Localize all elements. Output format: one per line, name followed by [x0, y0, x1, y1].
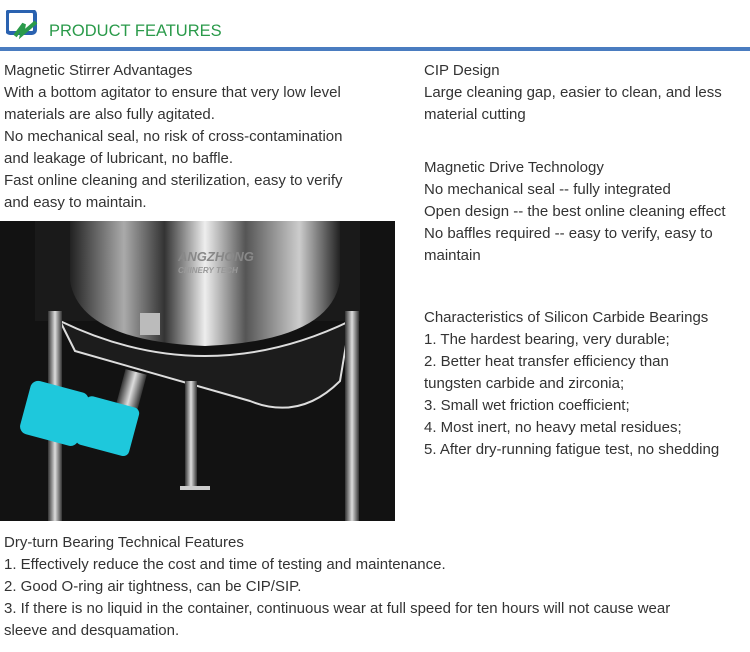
section-header	[0, 0, 750, 52]
header-divider	[0, 47, 750, 51]
text-line: 4. Most inert, no heavy metal residues;	[424, 419, 682, 436]
silicon-carbide-bearings	[424, 307, 719, 461]
heading: Characteristics of Silicon Carbide Bearings	[424, 309, 709, 326]
magnetic-drive-technology	[424, 157, 726, 267]
text-line: and leakage of lubricant, no baffle.	[4, 150, 234, 167]
text-line: and easy to maintain.	[4, 194, 147, 211]
dry-turn-bearing-features	[4, 532, 670, 642]
text-line: With a bottom agitator to ensure that very low level	[4, 84, 341, 101]
text-line: 2. Good O-ring air tightness, can be CIP/SIP.	[4, 578, 302, 595]
text-line: Large cleaning gap, easier to clean, and less	[424, 84, 722, 101]
heading: Magnetic Drive Technology	[424, 159, 604, 176]
watermark: CHINERY TECH	[178, 266, 238, 275]
text-line: Fast online cleaning and sterilization, easy to verify	[4, 172, 343, 189]
text-line: 1. Effectively reduce the cost and time of testing and maintenance.	[4, 556, 446, 573]
text-line: No baffles required -- easy to verify, easy to	[424, 225, 713, 242]
heading: Magnetic Stirrer Advantages	[4, 62, 193, 79]
page-title: PRODUCT FEATURES	[49, 22, 222, 40]
magnetic-stirrer-advantages	[4, 60, 343, 214]
logo-icon	[6, 10, 38, 40]
text-line: 5. After dry-running fatigue test, no shedding	[424, 441, 720, 458]
text-line: material cutting	[424, 106, 526, 123]
text-line: No mechanical seal, no risk of cross-contamination	[4, 128, 343, 145]
text-line: No mechanical seal -- fully integrated	[424, 181, 671, 198]
text-line: 2. Better heat transfer efficiency than	[424, 353, 669, 370]
text-line: maintain	[424, 247, 481, 264]
heading: Dry-turn Bearing Technical Features	[4, 534, 244, 551]
text-line: sleeve and desquamation.	[4, 622, 180, 639]
text-line: Open design -- the best online cleaning effect	[424, 203, 726, 220]
text-line: 1. The hardest bearing, very durable;	[424, 331, 670, 348]
cip-design	[424, 60, 722, 126]
watermark: ANGZHONG	[178, 249, 254, 264]
text-line: 3. Small wet friction coefficient;	[424, 397, 630, 414]
text-line: materials are also fully agitated.	[4, 106, 215, 123]
heading: CIP Design	[424, 62, 500, 79]
text-line: tungsten carbide and zirconia;	[424, 375, 625, 392]
text-line: 3. If there is no liquid in the container, continuous wear at full speed for ten hours will not cause wear	[4, 600, 671, 617]
product-image	[0, 221, 395, 521]
